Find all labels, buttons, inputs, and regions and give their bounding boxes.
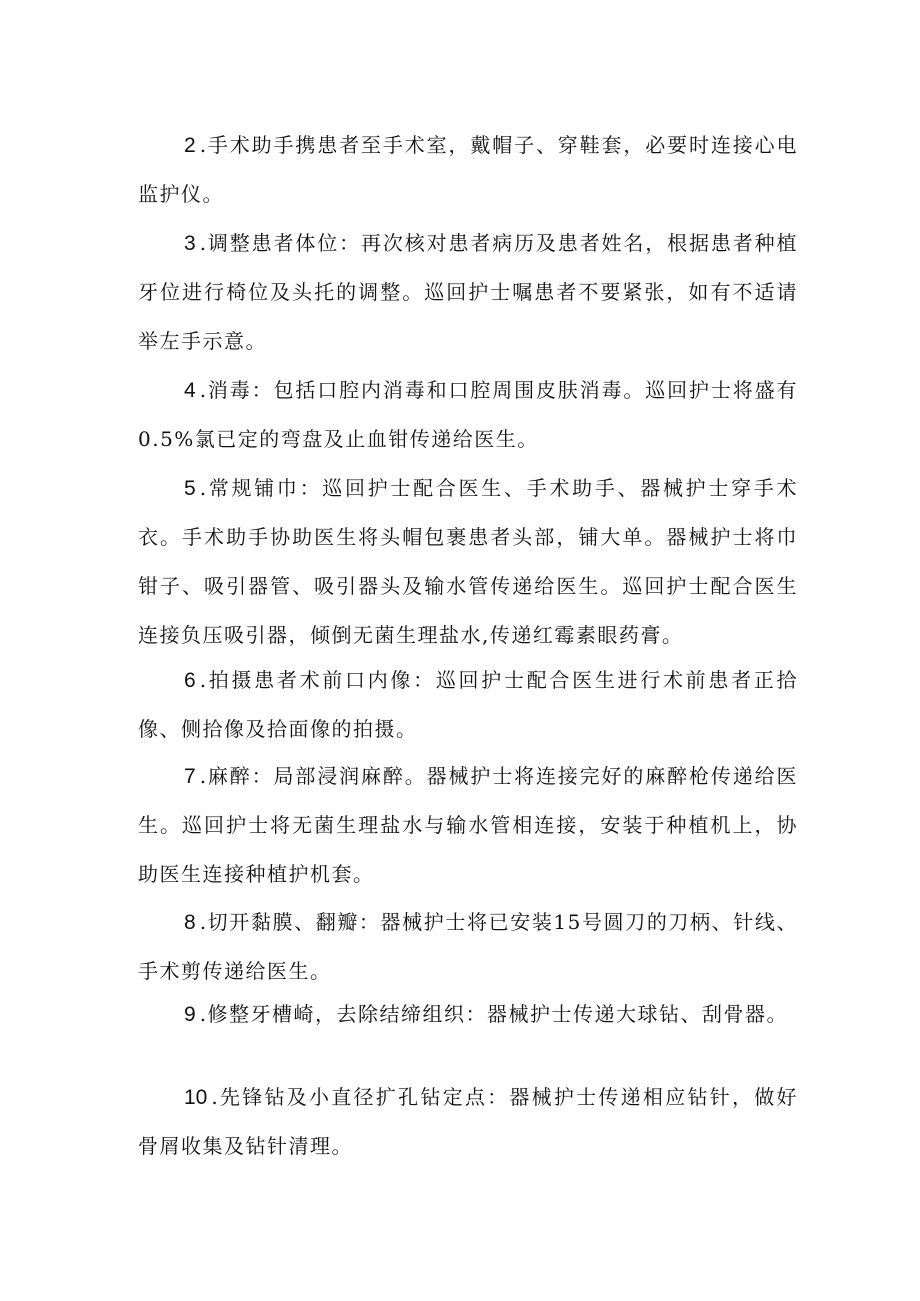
step-text: .手术助手携患者至手术室，戴帽子、穿鞋套，必要时连接心电监护仪。: [138, 133, 798, 206]
step-7-paragraph: [138, 752, 798, 899]
step-number: 6: [184, 669, 196, 692]
step-number: 9: [184, 1003, 196, 1026]
step-text: .修整牙槽崎，去除结缔组织：器械护士传递大球钻、刮骨器。: [199, 1002, 789, 1026]
step-number: 4: [184, 379, 196, 402]
step-text: .麻醉：局部浸润麻醉。器械护士将连接完好的麻醉枪传递给医生。巡回护士将无菌生理盐水与输水管相连接，安装于种植机上，协助医生连接种植护机套。: [138, 764, 798, 886]
step-number: 2: [184, 134, 196, 157]
step-4-paragraph: [138, 366, 798, 464]
step-number: 8: [184, 911, 196, 934]
step-number: 10: [184, 1086, 208, 1109]
step-6-paragraph: [138, 656, 798, 754]
step-3-paragraph: [138, 219, 798, 366]
step-text: .先锋钻及小直径扩孔钻定点：器械护士传递相应钻针，做好骨屑收集及钻针清理。: [138, 1085, 798, 1158]
step-8-paragraph: [138, 898, 798, 996]
step-text: .拍摄患者术前口内像：巡回护士配合医生进行术前患者正拾像、侧拾像及拾面像的拍摄。: [138, 668, 798, 741]
step-text: .切开黏膜、翻瓣：器械护士将已安装15号圆刀的刀柄、针线、手术剪传递给医生。: [138, 910, 798, 983]
step-9-paragraph: [138, 995, 798, 1034]
step-text: .常规铺巾：巡回护士配合医生、手术助手、器械护士穿手术衣。手术助手协助医生将头帽包裹患者头部，铺大单。器械护士将巾钳子、吸引器管、吸引器头及输水管传递给医生。巡回护士配合医生连接负压吸引器，倾倒无菌生理盐水,传递红霉素眼药膏。: [138, 476, 798, 647]
step-text: .消毒：包括口腔内消毒和口腔周围皮肤消毒。巡回护士将盛有0.5%氯已定的弯盘及止血钳传递给医生。: [138, 378, 798, 451]
step-2-paragraph: [138, 121, 798, 219]
step-text: .调整患者体位：再次核对患者病历及患者姓名，根据患者种植牙位进行椅位及头托的调整。巡回护士嘱患者不要紧张，如有不适请举左手示意。: [138, 231, 798, 353]
step-number: 3: [184, 232, 196, 255]
step-number: 5: [184, 477, 196, 500]
step-10-paragraph: [138, 1073, 798, 1171]
step-5-paragraph: [138, 464, 798, 660]
step-number: 7: [184, 765, 196, 788]
